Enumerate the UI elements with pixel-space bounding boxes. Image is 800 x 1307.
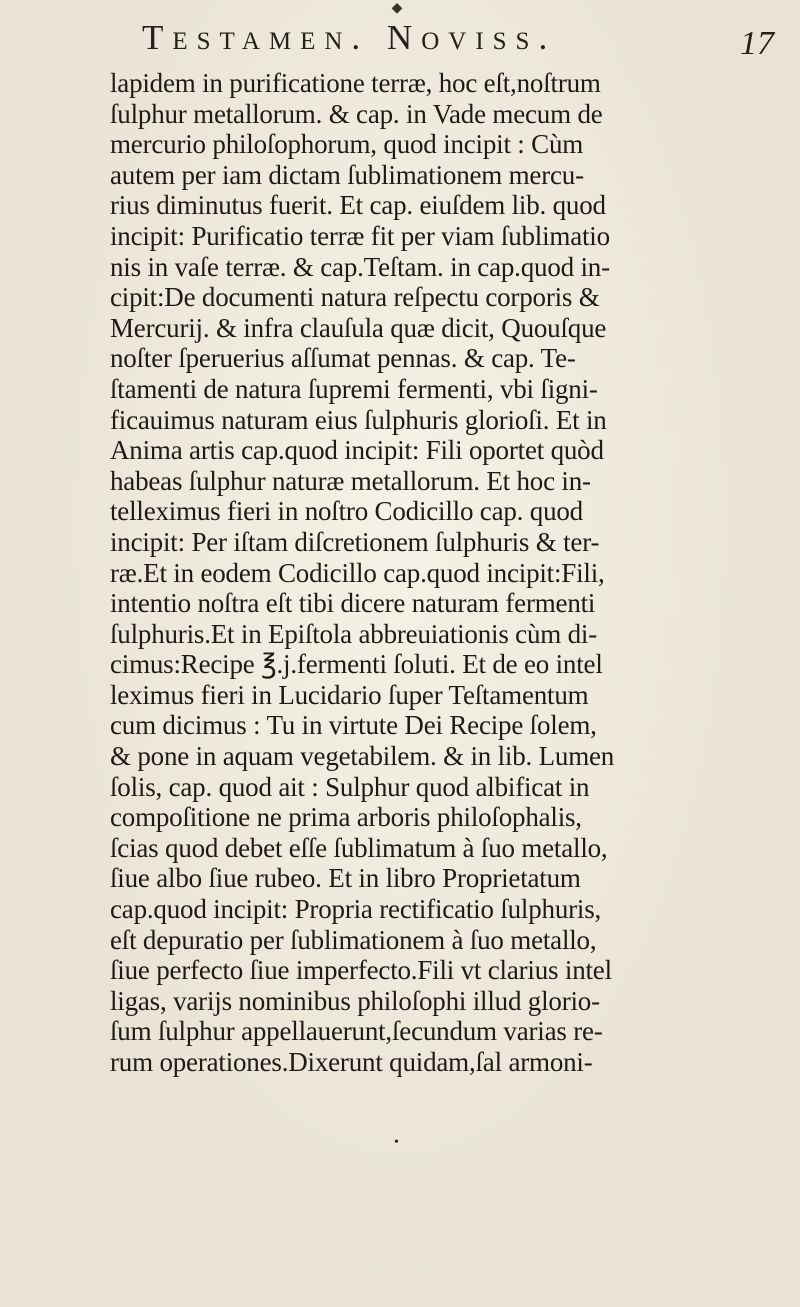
page-number: 17 xyxy=(740,25,774,62)
text-line: lapidem in purificatione terræ, hoc eſt,noſtrum xyxy=(110,68,601,98)
text-line: cap.quod incipit: Propria rectificatio ſulphuris, xyxy=(110,894,602,925)
text-line: ſiue albo ſiue rubeo. Et in libro Proprietatum xyxy=(110,863,581,894)
text-line: & pone in aquam vegetabilem. & in lib. Lumen xyxy=(110,741,615,772)
text-line: habeas ſulphur naturæ metallorum. Et hoc in- xyxy=(110,465,591,496)
text-line: nis in vaſe terræ. & cap.Teſtam. in cap.quod in- xyxy=(110,251,610,282)
text-line: rius diminutus fuerit. Et cap. eiuſdem lib. quod xyxy=(110,190,606,221)
text-line: incipit: Purificatio terræ fit per viam ſublimatio xyxy=(110,220,610,251)
text-line: ſcias quod debet eſſe ſublimatum à ſuo metallo, xyxy=(110,832,608,863)
text-line: cimus:Recipe ℥.j.fermenti ſoluti. Et de eo intel xyxy=(110,649,603,680)
text-line: ſiue perfecto ſiue imperfecto.Fili vt clarius intel xyxy=(110,955,612,986)
text-line: ſtamenti de natura ſupremi fermenti, vbi ſigni- xyxy=(110,373,598,404)
text-line: incipit: Per iſtam diſcretionem ſulphuris & ter- xyxy=(110,526,600,557)
text-line: ſulphur metallorum. & cap. in Vade mecum de xyxy=(110,98,603,129)
ornament-mark: ◆ xyxy=(391,1,403,16)
text-line: ſulphuris.Et in Epiſtola abbreuiationis cùm di- xyxy=(110,618,598,649)
text-line: ficauimus naturam eius ſulphuris glorioſi. Et in xyxy=(110,404,607,435)
text-line: cum dicimus : Tu in virtute Dei Recipe ſolem, xyxy=(110,710,597,741)
text-line: autem per iam dictam ſublimationem mercu- xyxy=(110,159,584,190)
text-line: cipit:De documenti natura reſpectu corporis & xyxy=(110,282,600,313)
footer-mark: • xyxy=(394,1135,399,1150)
text-line: eſt depuratio per ſublimationem à ſuo metallo, xyxy=(110,924,597,955)
text-line: ræ.Et in eodem Codicillo cap.quod incipit:Fili, xyxy=(110,557,605,588)
text-line: Anima artis cap.quod incipit: Fili oportet quòd xyxy=(110,435,604,466)
text-line: ſolis, cap. quod ait : Sulphur quod albificat in xyxy=(110,771,590,802)
text-line: ligas, varijs nominibus philoſophi illud glorio- xyxy=(110,985,600,1016)
text-line: noſter ſperuerius aſſumat pennas. & cap. Te- xyxy=(110,343,576,374)
running-title: Testamen. Noviss. xyxy=(142,18,557,57)
text-line: mercurio philoſophorum, quod incipit : Cùm xyxy=(110,129,584,160)
page-header xyxy=(0,12,800,62)
text-line: rum operationes.Dixerunt quidam,ſal armoni- xyxy=(110,1047,593,1077)
text-line: compoſitione ne prima arboris philoſophalis, xyxy=(110,802,582,833)
text-line: leximus fieri in Lucidario ſuper Teſtamentum xyxy=(110,679,589,710)
body-text xyxy=(110,68,750,1078)
text-line: intentio noſtra eſt tibi dicere naturam fermenti xyxy=(110,588,596,619)
text-line: telleximus fieri in noſtro Codicillo cap. quod xyxy=(110,496,583,527)
text-line: Mercurij. & infra clauſula quæ dicit, Quouſque xyxy=(110,312,607,343)
text-line: ſum ſulphur appellauerunt,ſecundum varias re- xyxy=(110,1016,603,1047)
